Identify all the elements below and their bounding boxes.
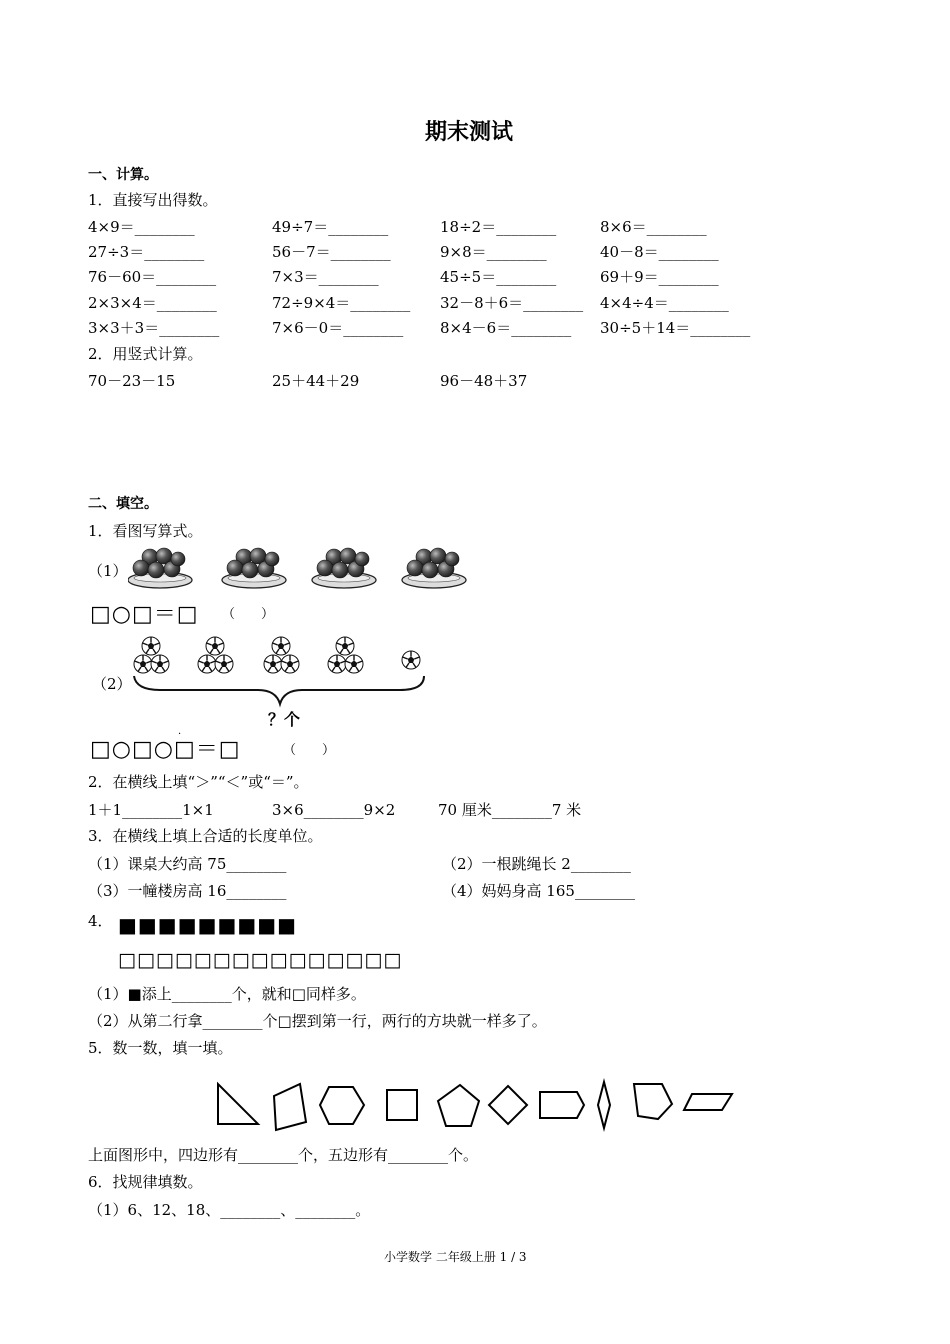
compare-item: 3×6________9×2 bbox=[272, 801, 396, 819]
page-footer: 小学数学 二年级上册 1 / 3 bbox=[384, 1250, 527, 1264]
question-1-1-label: 1．直接写出得数。 bbox=[88, 191, 218, 209]
calc-item: 4×9＝________ bbox=[88, 218, 195, 236]
compare-item: 70 厘米________7 米 bbox=[438, 801, 582, 819]
question-2-4-label: 4． bbox=[88, 912, 113, 930]
calc-item: 7×6－0＝________ bbox=[272, 319, 404, 337]
calc-item: 40－8＝________ bbox=[600, 243, 719, 261]
length-unit-item: （2）一根跳绳长 2________ bbox=[442, 855, 631, 873]
rhombus-icon bbox=[489, 1086, 527, 1124]
part-2-label: （2） bbox=[92, 675, 132, 693]
calc-item: 9×8＝________ bbox=[440, 243, 547, 261]
answer-paren-2: （ ） bbox=[283, 743, 336, 758]
pentagon-icon bbox=[438, 1085, 479, 1126]
soccer-ball-group-icon bbox=[198, 637, 233, 673]
length-unit-item: （3）一幢楼房高 16________ bbox=[88, 882, 287, 900]
calc-item: 30÷5＋14＝________ bbox=[600, 319, 751, 337]
equation-boxes-2: □○□○□＝□ bbox=[90, 737, 241, 762]
calc-item: 49÷7＝________ bbox=[272, 218, 389, 236]
question-2-2-label: 2．在横线上填“＞”“＜”或“＝”。 bbox=[88, 773, 309, 791]
pattern-item: （1）6、12、18、________、________。 bbox=[88, 1201, 371, 1219]
square-icon bbox=[387, 1090, 417, 1120]
question-1-2-label: 2．用竖式计算。 bbox=[88, 345, 203, 363]
question-2-3-label: 3．在横线上填上合适的长度单位。 bbox=[88, 827, 323, 845]
question-2-5-label: 5．数一数，填一填。 bbox=[88, 1039, 233, 1057]
pentagon-arrow-icon bbox=[540, 1092, 584, 1118]
section1-heading: 一、计算。 bbox=[88, 167, 158, 183]
question-count-label: ？个 bbox=[268, 710, 301, 729]
vertical-calc-item: 96－48＋37 bbox=[440, 372, 528, 390]
answer-paren-1: （ ） bbox=[222, 607, 275, 622]
triangle-icon bbox=[218, 1084, 258, 1124]
compare-item: 1＋1________1×1 bbox=[88, 801, 214, 819]
length-unit-item: （4）妈妈身高 165________ bbox=[442, 882, 635, 900]
squares-item: （2）从第二行拿________个□摆到第一行，两行的方块就一样多了。 bbox=[88, 1012, 547, 1030]
vertical-calc-item: 25＋44＋29 bbox=[272, 372, 360, 390]
calc-item: 32－8＋6＝________ bbox=[440, 294, 584, 312]
calc-item: 45÷5＝________ bbox=[440, 268, 557, 286]
shapes-answer: 上面图形中，四边形有________个，五边形有________个。 bbox=[88, 1146, 479, 1164]
calc-item: 69＋9＝________ bbox=[600, 268, 719, 286]
soccer-balls-illustration bbox=[130, 634, 430, 714]
page-title: 期末测试 bbox=[425, 120, 514, 145]
brace-icon bbox=[134, 676, 424, 704]
trapezoid-icon bbox=[274, 1084, 306, 1130]
plate-icon bbox=[402, 548, 466, 588]
calc-item: 76－60＝________ bbox=[88, 268, 217, 286]
length-unit-item: （1）课桌大约高 75________ bbox=[88, 855, 287, 873]
vertical-calc-item: 70－23－15 bbox=[88, 372, 176, 390]
calc-item: 8×6＝________ bbox=[600, 218, 707, 236]
plate-icon bbox=[312, 548, 376, 588]
calc-item: 7×3＝________ bbox=[272, 268, 379, 286]
calc-item: 18÷2＝________ bbox=[440, 218, 557, 236]
thin-rhombus-icon bbox=[598, 1082, 610, 1128]
calc-item: 4×4÷4＝________ bbox=[600, 294, 729, 312]
hexagon-icon bbox=[320, 1087, 364, 1124]
calc-item: 27÷3＝________ bbox=[88, 243, 205, 261]
soccer-ball-group-icon bbox=[328, 637, 363, 673]
plate-icon bbox=[222, 548, 286, 588]
black-squares-row: ■■■■■■■■■ bbox=[118, 913, 298, 937]
calc-item: 72÷9×4＝________ bbox=[272, 294, 411, 312]
equation-boxes-1: □○□＝□ bbox=[90, 602, 199, 627]
calc-item: 8×4－6＝________ bbox=[440, 319, 572, 337]
soccer-ball-group-icon bbox=[264, 637, 299, 673]
calc-item: 2×3×4＝________ bbox=[88, 294, 217, 312]
shapes-illustration bbox=[210, 1074, 740, 1134]
squares-item: （1）■添上________个，就和□同样多。 bbox=[88, 985, 366, 1003]
soccer-ball-group-icon bbox=[134, 637, 169, 673]
question-2-1-label: 1．看图写算式。 bbox=[88, 522, 203, 540]
calc-item: 56－7＝________ bbox=[272, 243, 391, 261]
plates-of-balls-illustration bbox=[128, 544, 473, 592]
plate-icon bbox=[128, 548, 192, 588]
white-squares-row: □□□□□□□□□□□□□□□ bbox=[118, 949, 403, 971]
question-2-6-label: 6．找规律填数。 bbox=[88, 1173, 203, 1191]
parallelogram-icon bbox=[684, 1094, 732, 1110]
dot-mark: · bbox=[178, 729, 182, 740]
part-1-label: （1） bbox=[88, 562, 128, 580]
irregular-pentagon-icon bbox=[634, 1084, 672, 1119]
calc-item: 3×3＋3＝________ bbox=[88, 319, 220, 337]
soccer-ball-icon bbox=[402, 651, 420, 669]
section2-heading: 二、填空。 bbox=[88, 496, 158, 512]
